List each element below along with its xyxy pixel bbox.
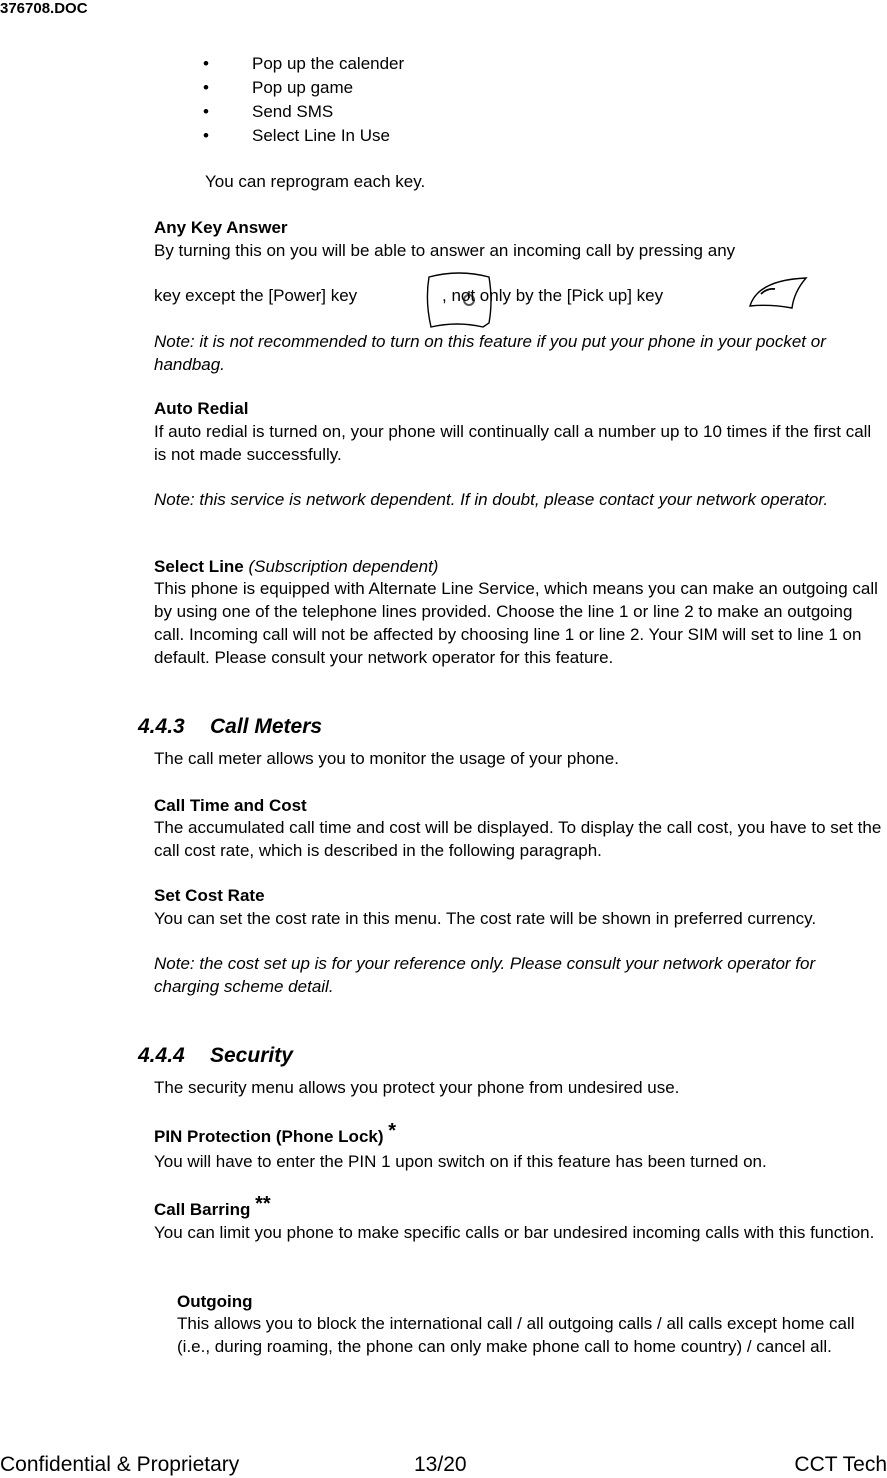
call-time-cost-title: Call Time and Cost — [154, 796, 307, 815]
security-intro: The security menu allows you protect your phone from undesired use. — [154, 1078, 680, 1097]
footer-page-number: 13/20 — [414, 1453, 467, 1476]
any-key-note: Note: it is not recommended to turn on this feature if you put your phone in your pocket or handbag. — [154, 332, 826, 374]
auto-redial-note: Note: this service is network dependent. If in doubt, please contact your network operator. — [154, 490, 829, 509]
list-item: Pop up the calender — [252, 54, 405, 73]
list-item: Pop up game — [252, 78, 354, 97]
auto-redial-title: Auto Redial — [154, 399, 249, 418]
section-number: 4.4.3 — [138, 715, 185, 738]
list-item: Send SMS — [252, 102, 334, 121]
pin-protection-title: PIN Protection (Phone Lock) — [154, 1127, 384, 1146]
outgoing-title: Outgoing — [177, 1292, 253, 1311]
footer-company: CCT Tech — [794, 1453, 887, 1476]
call-meters-intro: The call meter allows you to monitor the usage of your phone. — [154, 749, 619, 768]
bullet-dot: • — [203, 102, 209, 121]
bullet-dot: • — [203, 78, 209, 97]
any-key-title: Any Key Answer — [154, 218, 288, 237]
section-title: Call Meters — [210, 715, 323, 738]
call-barring-title: Call Barring — [154, 1200, 251, 1219]
document-id: 376708.DOC — [0, 0, 88, 17]
select-line-body: This phone is equipped with Alternate Line Service, which means you can make an outgoing call by using one of the telephone lines provided. Choose the line 1 or line 2 to make an outgoing call. Incoming call will not be affected by choosing line 1 or line 2. Your SIM will set to line 1 on default. Please consult your network operator for this feature. — [154, 579, 878, 667]
call-barring-body: You can limit you phone to make specific calls or bar undesired incoming calls with this function. — [154, 1223, 875, 1242]
section-number: 4.4.4 — [138, 1044, 185, 1067]
pin-asterisk: * — [388, 1120, 397, 1142]
select-line-qualifier: (Subscription dependent) — [248, 557, 439, 576]
reprogram-text: You can reprogram each key. — [205, 172, 426, 191]
call-time-cost-body: The accumulated call time and cost will be displayed. To display the call cost, you have to set the call cost rate, which is described in the following paragraph. — [154, 818, 882, 860]
bullet-dot: • — [203, 126, 209, 145]
select-line-title: Select Line — [154, 557, 244, 576]
section-heading-security — [138, 1044, 293, 1068]
select-line-heading — [154, 555, 438, 578]
pin-protection-body: You will have to enter the PIN 1 upon switch on if this feature has been turned on. — [154, 1152, 767, 1171]
any-key-line2b: , not only by the [Pick up] key — [442, 286, 664, 305]
list-item: Select Line In Use — [252, 126, 390, 145]
bullet-dot: • — [203, 54, 209, 73]
auto-redial-body: If auto redial is turned on, your phone will continually call a number up to 10 times if the first call is not made successfully. — [154, 422, 872, 464]
section-title: Security — [210, 1044, 293, 1067]
set-cost-rate-body: You can set the cost rate in this menu. The cost rate will be shown in preferred currency. — [154, 909, 817, 928]
footer-confidential: Confidential & Proprietary — [0, 1453, 240, 1476]
call-barring-heading — [154, 1193, 271, 1221]
set-cost-rate-note: Note: the cost set up is for your reference only. Please consult your network operator for charging scheme detail. — [154, 954, 816, 996]
any-key-line1: By turning this on you will be able to answer an incoming call by pressing any — [154, 241, 736, 260]
section-heading-call-meters — [138, 715, 322, 739]
pin-protection-heading — [154, 1120, 397, 1148]
pickup-key-icon — [744, 272, 812, 314]
set-cost-rate-title: Set Cost Rate — [154, 886, 265, 905]
outgoing-body: This allows you to block the international call / all outgoing calls / all calls except home call (i.e., during roaming, the phone can only make phone call to home country) / cancel all. — [177, 1314, 855, 1356]
call-barring-asterisks: ** — [255, 1193, 271, 1215]
any-key-line2a: key except the [Power] key — [154, 286, 358, 305]
